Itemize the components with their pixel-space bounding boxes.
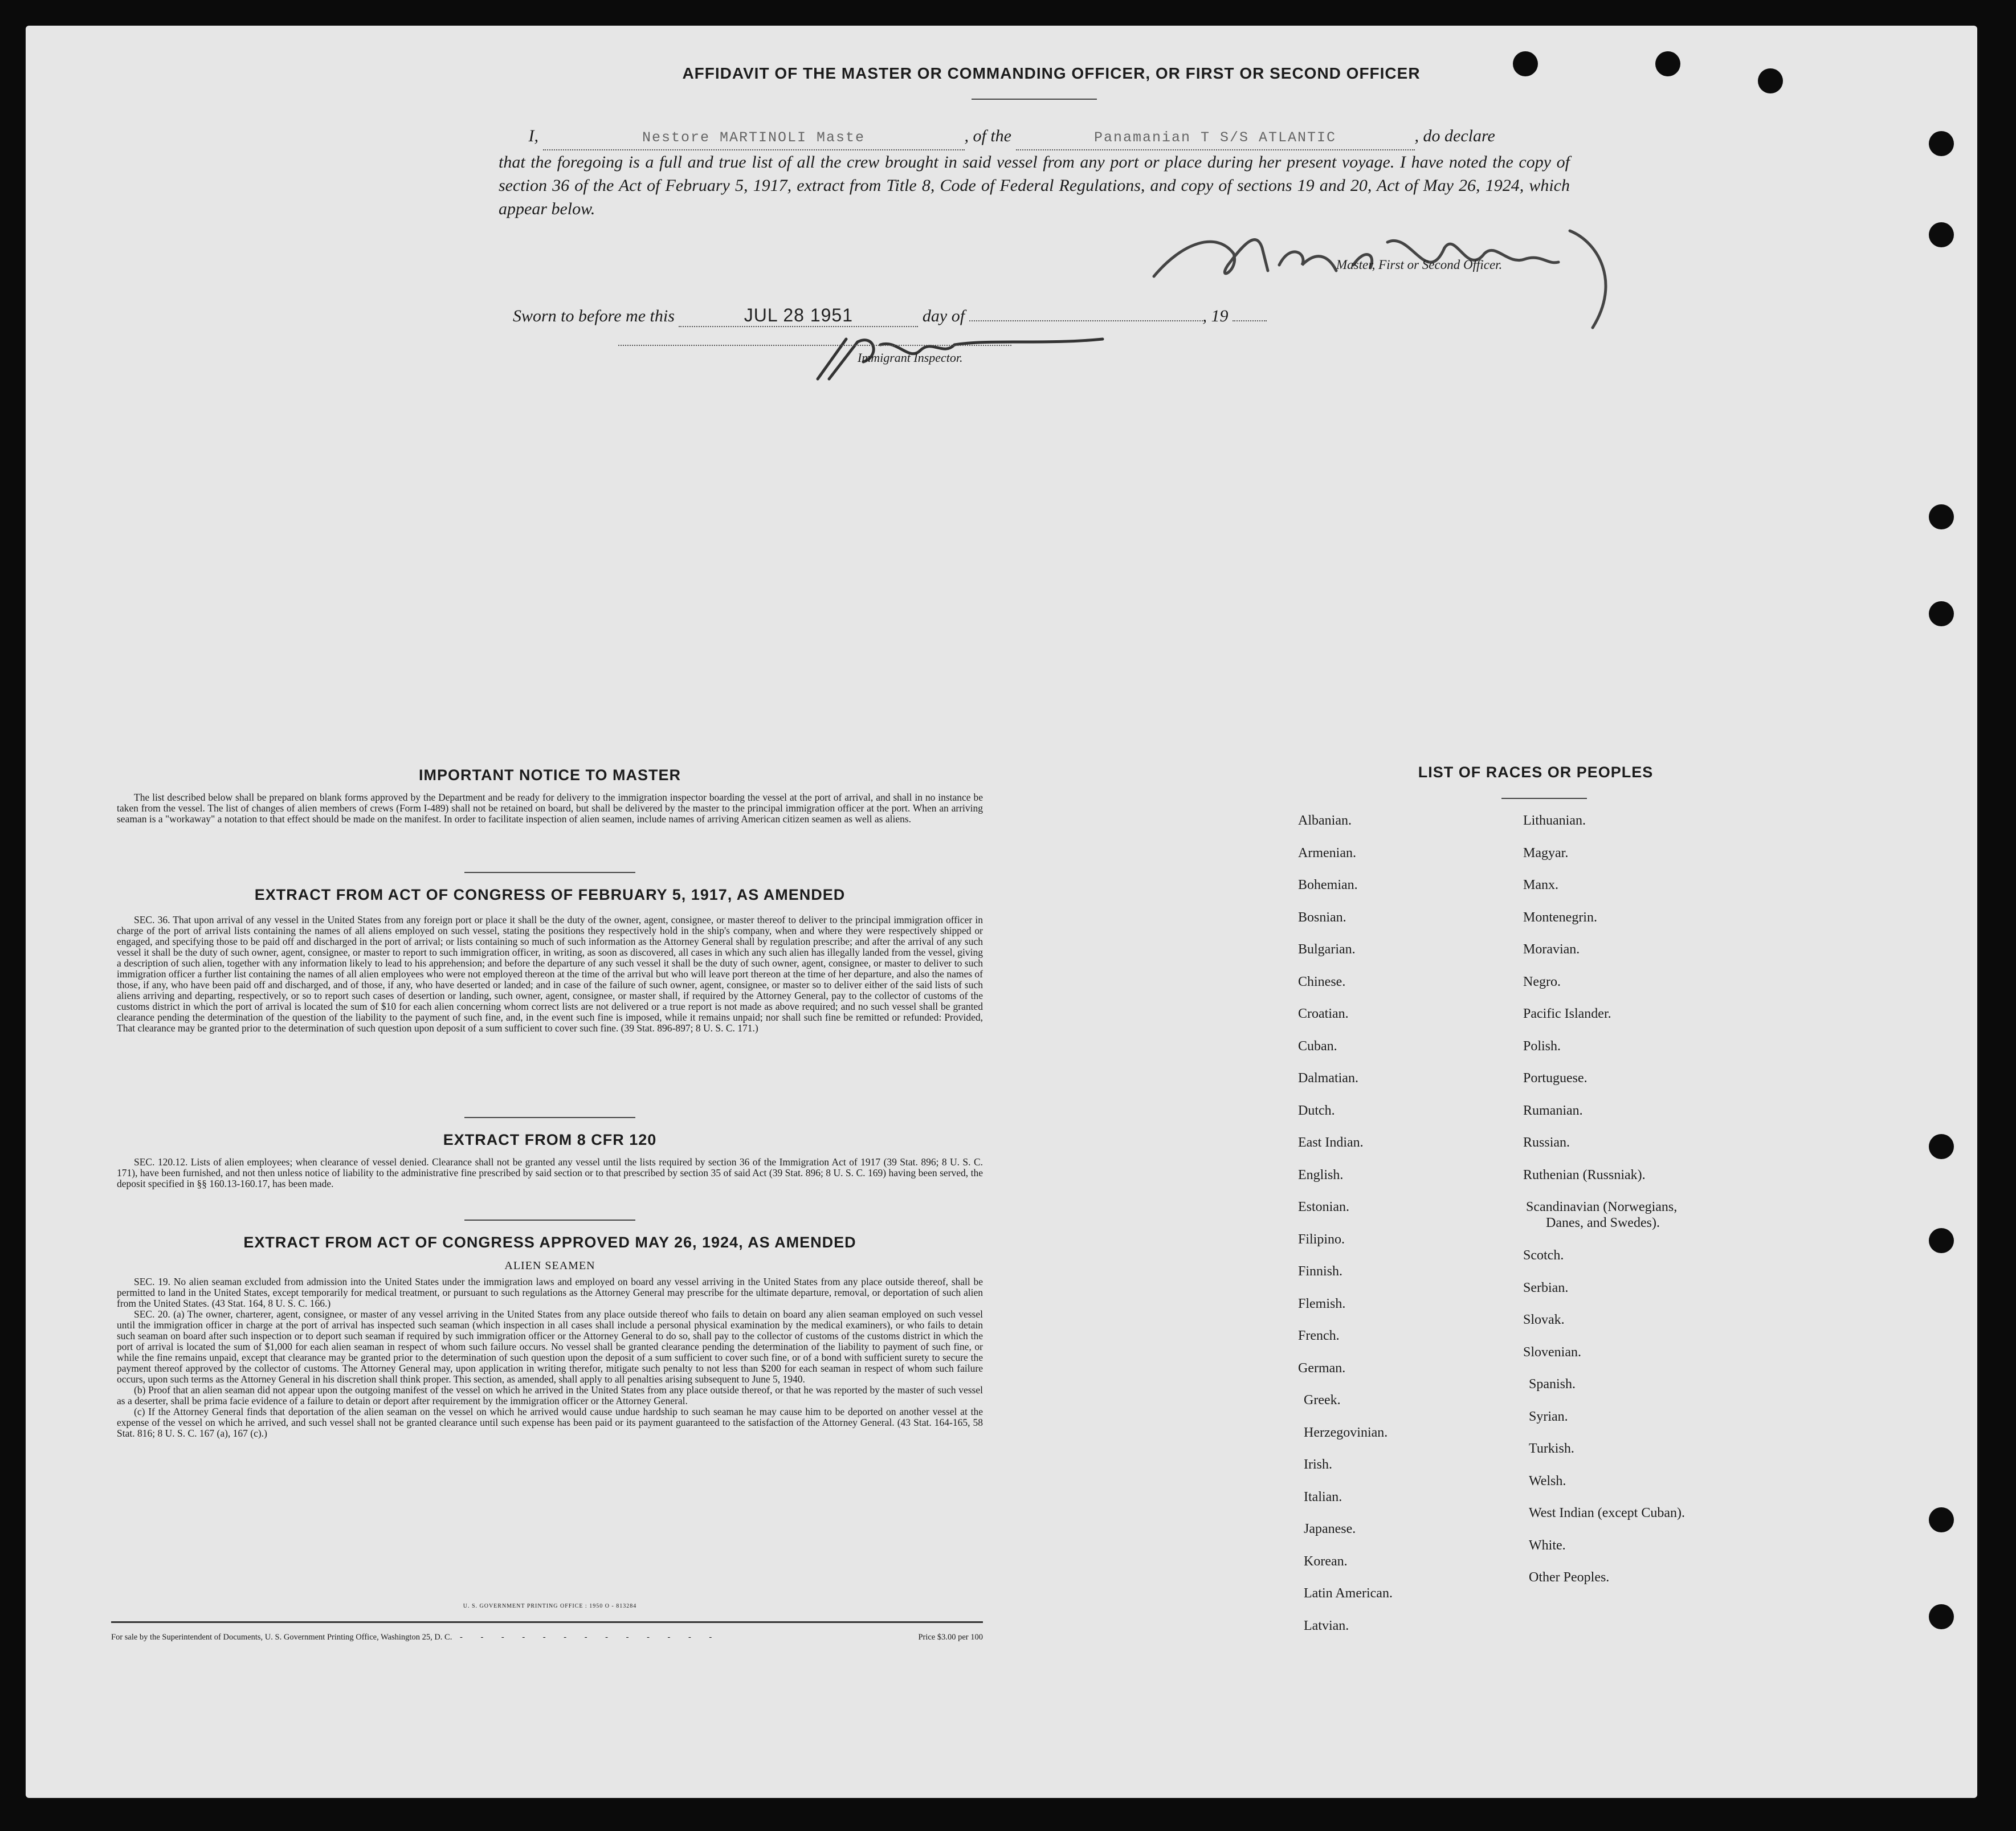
footer-rule bbox=[111, 1621, 983, 1623]
inspector-caption: Immigrant Inspector. bbox=[858, 350, 963, 365]
race-item: Finnish. bbox=[1298, 1264, 1343, 1279]
race-item: Rumanian. bbox=[1523, 1103, 1583, 1118]
race-item: Moravian. bbox=[1523, 942, 1580, 957]
race-item: Portuguese. bbox=[1523, 1071, 1588, 1086]
punch-hole bbox=[1929, 601, 1954, 626]
race-item: Lithuanian. bbox=[1523, 813, 1586, 828]
race-item: Polish. bbox=[1523, 1038, 1561, 1054]
punch-hole bbox=[1929, 1228, 1954, 1253]
master-name-field[interactable]: Nestore MARTINOLI Maste bbox=[543, 126, 965, 150]
race-item: Serbian. bbox=[1523, 1280, 1569, 1295]
divider bbox=[464, 1117, 635, 1118]
races-right-column bbox=[1523, 812, 1865, 1601]
extract-1917-paragraph: SEC. 36. That upon arrival of any vessel in the United States from any foreign port or place it shall be the duty of the owner, agent, consignee, or master thereof to deliver to the principal immigration officer in charge of the port of arrival lists containing the names of all aliens employed on such vessel, stating the positions they respectively hold in the ship's company, when and where they were respectively shipped or engaged, and specifying those to be paid off and discharged in the port of arrival; or lists containing so much of such information as the Attorney General shall by regulation prescribe; and after the arrival of any such vessel it shall be the duty of such owner, agent, consignee, or master to report to such immigration officer, in writing, as soon as discovered, all cases in which any such alien has illegally landed from the vessel, giving a description of such alien, together with any information likely to lead to his apprehension; and before the departure of any such vessel it shall be the duty of such owner, agent, consignee, or master to deliver to such immigration officer a further list containing the names of all alien employees who were not employed thereon at the time of the arrival but who will leave port thereon at the time of her departure, and also the names of those, if any, who have been paid off and discharged, and of those, if any, who have deserted or landed; and in case of the failure of such owner, agent, consignee, or master so to deliver either of the said lists of such aliens arriving and departing, respectively, or so to report such cases of desertion or landing, such owner, agent, consignee, or master shall, if required by the Attorney General, pay to the collector of customs of the customs district in which the port of arrival is located the sum of $10 for each alien concerning whom correct lists are not delivered or a true report is not made as above required; and no such vessel shall be granted clearance pending the determination of the question of the liability to the payment of such fine, and, in the event such fine is imposed, while it remains unpaid; nor shall such fine be remitted or refunded: Provided, That clearance may be granted prior to the determination of such question upon deposit of a sum sufficient to cover such fine. (39 Stat. 896-897; 8 U. S. C. 171.) bbox=[117, 914, 983, 1034]
divider bbox=[464, 872, 635, 873]
form-page bbox=[26, 26, 1977, 1798]
race-item: Slovak. bbox=[1523, 1312, 1565, 1327]
race-item: Estonian. bbox=[1298, 1200, 1349, 1214]
race-item: Cuban. bbox=[1298, 1038, 1337, 1054]
race-item: Scandinavian (Norwegians, bbox=[1526, 1200, 1678, 1214]
sworn-suffix: , 19 bbox=[1202, 307, 1229, 325]
divider bbox=[464, 1220, 635, 1221]
sworn-mid: day of bbox=[922, 307, 965, 325]
sworn-month-field[interactable] bbox=[969, 320, 1203, 321]
race-item: Flemish. bbox=[1298, 1296, 1346, 1311]
race-item: Danes, and Swedes). bbox=[1546, 1216, 1660, 1230]
sworn-prefix: Sworn to before me this bbox=[513, 307, 675, 325]
footer-sale bbox=[111, 1633, 983, 1642]
extract-1917-title: EXTRACT FROM ACT OF CONGRESS OF FEBRUARY 5, 1917, AS AMENDED bbox=[254, 886, 846, 903]
inspector-line bbox=[618, 345, 1011, 346]
races-left-column bbox=[1298, 812, 1515, 1649]
affidavit-line1-suffix: , do declare bbox=[1414, 127, 1495, 145]
affidavit-line1-mid: , of the bbox=[964, 127, 1011, 145]
notice-title: IMPORTANT NOTICE TO MASTER bbox=[419, 766, 681, 784]
divider bbox=[972, 99, 1097, 100]
affidavit-body: that the foregoing is a full and true list of all the crew brought in said vessel from any port or place during her present voyage. I have noted the copy of section 36 of the Act of February 5, 1917, extract from Title 8, Code of Federal Regulations, and copy of sections 19 and 20, Act of May 26, 1924, which appear below. bbox=[499, 153, 1570, 218]
race-item: Herzegovinian. bbox=[1304, 1425, 1388, 1440]
affidavit-declaration bbox=[499, 124, 1570, 221]
race-item: Albanian. bbox=[1298, 813, 1352, 828]
extract-cfr-paragraph: SEC. 120.12. Lists of alien employees; when clearance of vessel denied. Clearance shall not be granted any vessel until the lists required by section 36 of the Immigration Act of 1917 (39 Stat. 896; 8 U. S. C. 171), have been furnished, and not then unless notice of liability to the administrative fine prescribed by said section or to that prescribed by section 35 of said Act (39 Stat. 896; 8 U. S. C. 169) having been served, the deposit specified in §§ 160.13-160.17, has been made. bbox=[117, 1156, 983, 1189]
races-title: LIST OF RACES OR PEOPLES bbox=[1418, 764, 1654, 781]
race-item: Turkish. bbox=[1529, 1441, 1574, 1456]
race-item: Montenegrin. bbox=[1523, 910, 1597, 925]
race-item: Slovenian. bbox=[1523, 1344, 1581, 1360]
punch-hole bbox=[1655, 51, 1680, 76]
race-item: Syrian. bbox=[1529, 1409, 1568, 1424]
punch-hole bbox=[1929, 131, 1954, 156]
race-item: Dalmatian. bbox=[1298, 1071, 1358, 1086]
extract-cfr-title: EXTRACT FROM 8 CFR 120 bbox=[443, 1131, 657, 1148]
extract-1924-subtitle: ALIEN SEAMEN bbox=[504, 1259, 595, 1272]
race-item: Spanish. bbox=[1529, 1377, 1576, 1392]
extract-1924-title: EXTRACT FROM ACT OF CONGRESS APPROVED MAY 26, 1924, AS AMENDED bbox=[243, 1234, 856, 1251]
race-item: Filipino. bbox=[1298, 1231, 1345, 1247]
divider bbox=[1501, 798, 1587, 799]
race-item: Manx. bbox=[1523, 878, 1558, 892]
punch-hole bbox=[1758, 68, 1783, 93]
notice-paragraph: The list described below shall be prepared on blank forms approved by the Department and be ready for delivery to the immigration inspector boarding the vessel at the port of arrival, and shall in no instance be taken from the vessel. The list of changes of alien members of crews (Form I-489) shall not be retained on board, but shall be delivered by the master to the principal immigration officer at the port. When an arriving seaman is a "workaway" a notation to that effect should be made on the manifest. In order to facilitate inspection of alien seamen, include names of arriving American citizen seamen as well as aliens. bbox=[117, 792, 983, 825]
race-item: Russian. bbox=[1523, 1135, 1570, 1150]
extract-1917-text bbox=[117, 915, 983, 1034]
punch-hole bbox=[1929, 1507, 1954, 1532]
race-item: Other Peoples. bbox=[1529, 1570, 1610, 1585]
affidavit-line1-prefix: I, bbox=[528, 127, 538, 145]
race-item: Greek. bbox=[1304, 1393, 1341, 1408]
punch-hole bbox=[1929, 222, 1954, 247]
race-item: Armenian. bbox=[1298, 845, 1356, 861]
race-item: English. bbox=[1298, 1167, 1344, 1182]
notice-text bbox=[117, 792, 983, 825]
race-item: Ruthenian (Russniak). bbox=[1523, 1167, 1646, 1182]
price-notice: Price $3.00 per 100 bbox=[918, 1633, 983, 1642]
extract-1924-paragraph: (c) If the Attorney General finds that deportation of the alien seaman on the vessel on which he arrived would cause undue hardship to such seaman he may cause him to be deported on another vessel at the expense of the vessel on which he arrived, and such vessel shall not be granted clearance until such expense has been paid or its payment guaranteed to the satisfaction of the Attorney General. (43 Stat. 164-165, 58 Stat. 816; 8 U. S. C. 167 (a), 167 (c).) bbox=[117, 1406, 983, 1439]
affidavit-title: AFFIDAVIT OF THE MASTER OR COMMANDING OFFICER, OR FIRST OR SECOND OFFICER bbox=[682, 64, 1421, 82]
extract-1924-text bbox=[117, 1277, 983, 1439]
race-item: Dutch. bbox=[1298, 1103, 1335, 1118]
extract-1924-paragraph: SEC. 19. No alien seaman excluded from admission into the United States under the immigration laws and employed on board any vessel arriving in the United States from any place outside thereof, shall be permitted to land in the United States, except temporarily for medical treatment, or pursuant to such regulations as the Attorney General may prescribe for the ultimate departure, removal, or deportation of such alien from the United States. (43 Stat. 164, 8 U. S. C. 166.) bbox=[117, 1276, 983, 1309]
extract-1924-paragraph: (b) Proof that an alien seaman did not appear upon the outgoing manifest of the vessel on which he arrived in the United States from any place outside thereof, or that he was reported by the master of such vessel as a deserter, shall be prima facie evidence of a failure to detain or deport after requirement by the immigration officer or the Attorney General. bbox=[117, 1384, 983, 1406]
race-item: Welsh. bbox=[1529, 1473, 1566, 1489]
race-item: Negro. bbox=[1523, 974, 1561, 989]
master-caption: Master, First or Second Officer. bbox=[1336, 258, 1503, 272]
race-item: East Indian. bbox=[1298, 1135, 1364, 1150]
sworn-line bbox=[513, 305, 1267, 327]
punch-hole bbox=[1929, 1604, 1954, 1629]
race-item: Latin American. bbox=[1304, 1586, 1393, 1601]
race-item: French. bbox=[1298, 1328, 1340, 1343]
race-item: Irish. bbox=[1304, 1457, 1332, 1472]
sworn-date-stamp[interactable]: JUL 28 1951 bbox=[679, 305, 918, 327]
race-item: Italian. bbox=[1304, 1489, 1342, 1504]
race-item: Bosnian. bbox=[1298, 910, 1346, 925]
race-item: Chinese. bbox=[1298, 974, 1346, 989]
vessel-name-field[interactable]: Panamanian T S/S ATLANTIC bbox=[1016, 126, 1415, 150]
race-item: Japanese. bbox=[1304, 1522, 1356, 1536]
punch-hole bbox=[1929, 1134, 1954, 1159]
race-item: West Indian (except Cuban). bbox=[1529, 1506, 1685, 1520]
sale-notice: For sale by the Superintendent of Documents, U. S. Government Printing Office, Washington 25, D. C. bbox=[111, 1633, 452, 1642]
extract-1924-paragraph: SEC. 20. (a) The owner, charterer, agent, consignee, or master of any vessel arriving in the United States from any place outside thereof who fails to detain on board any alien seaman employed on such vessel until the immigration officer in charge at the port of arrival has inspected such seaman (which inspection in all cases shall include a personal physical examination by the medical examiners), or who fails to detain such seaman on board after such inspection or to deport such seaman if required by such immigration officer or the Attorney General to do so, shall pay to the collector of customs of the customs district in which the port of arrival is located the sum of $1,000 for each alien seaman in respect of whom such failure occurs. No vessel shall be granted clearance pending the determination of the liability to payment of such fine, or while the fine remains unpaid, except that clearance may be granted prior to the determination of such question upon the deposit of a sum sufficient to cover such fine, or of a bond with sufficient surety to secure the payment thereof approved by the collector of customs. The Attorney General may, upon application in writing therefor, mitigate such penalty to not less than $200 for each seaman in respect of whom such failure occurs, upon such terms as the Attorney General in his discretion shall think proper. This section, as amended, shall apply to all penalties arising subsequent to June 5, 1940. bbox=[117, 1308, 983, 1385]
inspector-signature bbox=[806, 328, 1125, 390]
race-item: German. bbox=[1298, 1360, 1346, 1376]
punch-hole bbox=[1929, 504, 1954, 529]
race-item: Magyar. bbox=[1523, 845, 1569, 861]
sworn-year-field[interactable] bbox=[1233, 320, 1267, 321]
leader-dots: - - - - - - - - - - - - - bbox=[459, 1633, 720, 1642]
race-item: Bohemian. bbox=[1298, 878, 1358, 892]
race-item: Croatian. bbox=[1298, 1006, 1349, 1021]
race-item: Scotch. bbox=[1523, 1248, 1564, 1263]
extract-cfr-text bbox=[117, 1157, 983, 1189]
race-item: White. bbox=[1529, 1538, 1566, 1553]
race-item: Bulgarian. bbox=[1298, 942, 1356, 957]
race-item: Korean. bbox=[1304, 1553, 1348, 1569]
gpo-imprint: U. S. GOVERNMENT PRINTING OFFICE : 1950 O - 813284 bbox=[463, 1603, 637, 1609]
race-item: Latvian. bbox=[1304, 1618, 1349, 1633]
race-item: Pacific Islander. bbox=[1523, 1006, 1611, 1021]
